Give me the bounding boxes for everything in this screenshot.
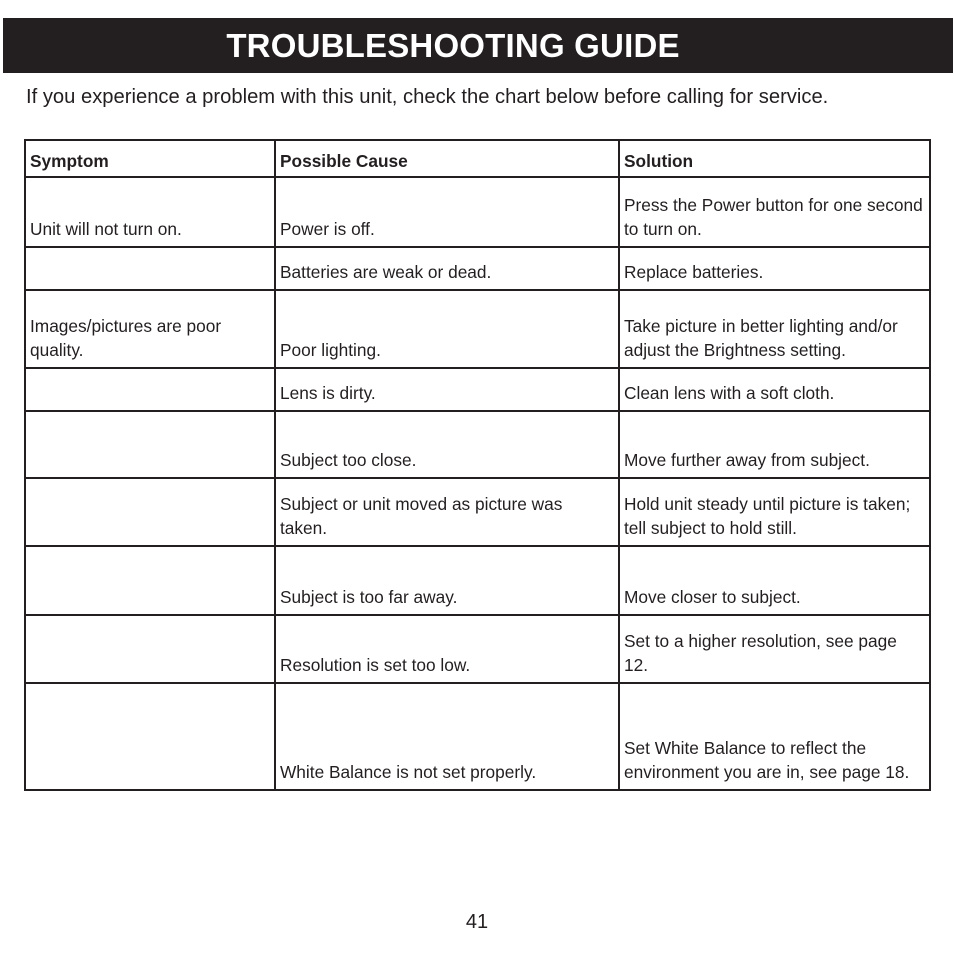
symptom-cell xyxy=(25,546,275,615)
table-row xyxy=(25,683,930,790)
table-row xyxy=(25,478,930,546)
symptom-cell xyxy=(25,478,275,546)
cause-cell: Subject or unit moved as picture was taken. xyxy=(275,478,619,546)
header-symptom: Symptom xyxy=(25,140,275,177)
page-title: TROUBLESHOOTING GUIDE xyxy=(226,26,680,64)
symptom-cell xyxy=(25,368,275,411)
table-row xyxy=(25,615,930,683)
intro-text: If you experience a problem with this unit, check the chart below before calling for service. xyxy=(26,86,829,108)
troubleshooting-table xyxy=(24,139,931,791)
solution-cell: Set White Balance to reflect the environment you are in, see page 18. xyxy=(619,683,930,790)
page-number: 41 xyxy=(465,911,489,933)
solution-cell: Move closer to subject. xyxy=(619,546,930,615)
cause-cell: White Balance is not set properly. xyxy=(275,683,619,790)
cause-cell: Batteries are weak or dead. xyxy=(275,247,619,290)
table-row xyxy=(25,368,930,411)
cause-cell: Subject is too far away. xyxy=(275,546,619,615)
cause-cell: Subject too close. xyxy=(275,411,619,478)
symptom-cell xyxy=(25,411,275,478)
table-row xyxy=(25,546,930,615)
symptom-cell: Unit will not turn on. xyxy=(25,177,275,247)
solution-cell: Clean lens with a soft cloth. xyxy=(619,368,930,411)
table-row xyxy=(25,411,930,478)
header-possible-cause: Possible Cause xyxy=(275,140,619,177)
solution-cell: Move further away from subject. xyxy=(619,411,930,478)
title-bar xyxy=(3,18,953,73)
solution-cell: Set to a higher resolution, see page 12. xyxy=(619,615,930,683)
cause-cell: Power is off. xyxy=(275,177,619,247)
symptom-cell: Images/pictures are poor quality. xyxy=(25,290,275,368)
cause-cell: Lens is dirty. xyxy=(275,368,619,411)
solution-cell: Press the Power button for one second to turn on. xyxy=(619,177,930,247)
table-row xyxy=(25,247,930,290)
solution-cell: Take picture in better lighting and/or adjust the Brightness setting. xyxy=(619,290,930,368)
table-row xyxy=(25,177,930,247)
solution-cell: Replace batteries. xyxy=(619,247,930,290)
header-solution: Solution xyxy=(619,140,930,177)
symptom-cell xyxy=(25,615,275,683)
solution-cell: Hold unit steady until picture is taken; tell subject to hold still. xyxy=(619,478,930,546)
symptom-cell xyxy=(25,247,275,290)
symptom-cell xyxy=(25,683,275,790)
cause-cell: Poor lighting. xyxy=(275,290,619,368)
cause-cell: Resolution is set too low. xyxy=(275,615,619,683)
table-header-row xyxy=(25,140,930,177)
table-row xyxy=(25,290,930,368)
